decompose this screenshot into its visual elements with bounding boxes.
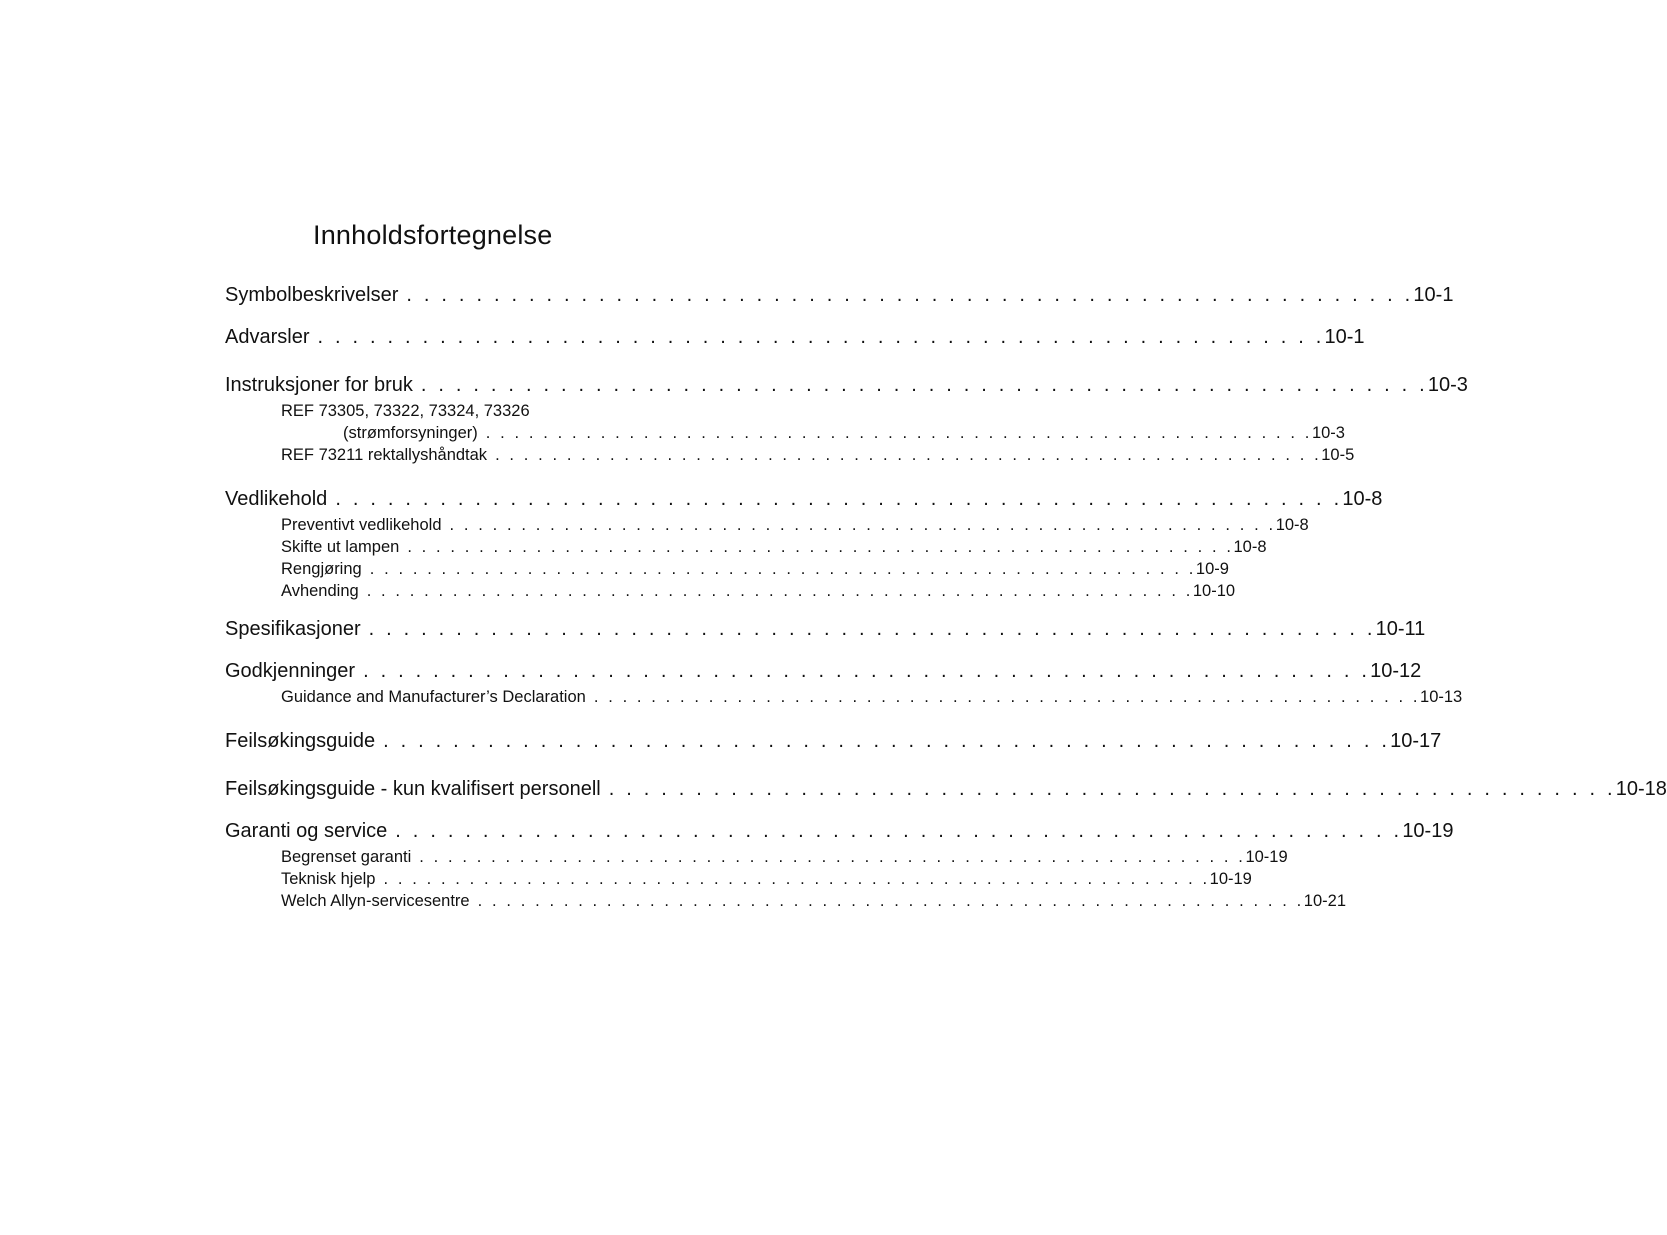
toc-entry-label: Garanti og service bbox=[225, 820, 388, 842]
dot-leader: . . . . . . . . . . . . . . . . . . . . . . . . . . . . . . . . . . . . . . . . . . . . . . . . . . . . . . . . . . bbox=[420, 374, 1428, 396]
toc-entry-spesifikasjoner[interactable] bbox=[225, 618, 1426, 644]
dot-leader: . . . . . . . . . . . . . . . . . . . . . . . . . . . . . . . . . . . . . . . . . . . . . . . . . . . . . . . . . . bbox=[383, 730, 1391, 752]
toc-entry-instruksjoner-for-bruk[interactable] bbox=[225, 374, 1468, 400]
dot-leader: . . . . . . . . . . . . . . . . . . . . . . . . . . . . . . . . . . . . . . . . . . . . . . . . . . . . . . . . . . bbox=[383, 870, 1210, 888]
dot-leader: . . . . . . . . . . . . . . . . . . . . . . . . . . . . . . . . . . . . . . . . . . . . . . . . . . . . . . . . . . bbox=[317, 326, 1325, 348]
toc-entry-begrenset-garanti[interactable] bbox=[281, 848, 1288, 870]
toc-page-number: 10-8 bbox=[1275, 516, 1309, 534]
toc-entry-avhending[interactable] bbox=[281, 582, 1236, 604]
toc-entry-label: Vedlikehold bbox=[225, 488, 328, 510]
toc-page-number: 10-13 bbox=[1420, 688, 1463, 706]
toc-entry-ref-73211[interactable] bbox=[281, 446, 1355, 468]
dot-leader: . . . . . . . . . . . . . . . . . . . . . . . . . . . . . . . . . . . . . . . . . . . . . . . . . . . . . . . . . . bbox=[363, 660, 1371, 682]
dot-leader: . . . . . . . . . . . . . . . . . . . . . . . . . . . . . . . . . . . . . . . . . . . . . . . . . . . . . . . . . . bbox=[495, 446, 1322, 464]
toc-entry-label: Feilsøkingsguide - kun kvalifisert personell bbox=[225, 778, 601, 800]
toc-entry-label: Symbolbeskrivelser bbox=[225, 284, 399, 306]
toc-entry-feilsokingsguide-kvalifisert[interactable] bbox=[225, 778, 1667, 804]
toc-page-number: 10-21 bbox=[1303, 892, 1346, 910]
dot-leader: . . . . . . . . . . . . . . . . . . . . . . . . . . . . . . . . . . . . . . . . . . . . . . . . . . . . . . . . . . bbox=[395, 820, 1403, 842]
toc-page-number: 10-19 bbox=[1245, 848, 1288, 866]
toc-entry-label: Advarsler bbox=[225, 326, 310, 348]
toc-page-number: 10-3 bbox=[1311, 424, 1345, 442]
toc-entry-vedlikehold[interactable] bbox=[225, 488, 1383, 514]
dot-leader: . . . . . . . . . . . . . . . . . . . . . . . . . . . . . . . . . . . . . . . . . . . . . . . . . . . . . . . . . . bbox=[369, 560, 1196, 578]
toc-page-number: 10-1 bbox=[1324, 326, 1365, 348]
dot-leader: . . . . . . . . . . . . . . . . . . . . . . . . . . . . . . . . . . . . . . . . . . . . . . . . . . . . . . . . . . bbox=[368, 618, 1376, 640]
toc-entry-servicesentre[interactable] bbox=[281, 892, 1346, 914]
toc-page-number: 10-12 bbox=[1370, 660, 1422, 682]
toc-entry-skifte-ut-lampen[interactable] bbox=[281, 538, 1267, 560]
dot-leader: . . . . . . . . . . . . . . . . . . . . . . . . . . . . . . . . . . . . . . . . . . . . . . . . . . . . . . . . . . bbox=[608, 778, 1616, 800]
toc-entry-label: Instruksjoner for bruk bbox=[225, 374, 413, 396]
toc-entry-feilsokingsguide[interactable] bbox=[225, 730, 1442, 756]
toc-page-number: 10-18 bbox=[1615, 778, 1667, 800]
dot-leader: . . . . . . . . . . . . . . . . . . . . . . . . . . . . . . . . . . . . . . . . . . . . . . . . . . . . . . . . . . bbox=[419, 848, 1246, 866]
dot-leader: . . . . . . . . . . . . . . . . . . . . . . . . . . . . . . . . . . . . . . . . . . . . . . . . . . . . . . . . . . bbox=[593, 688, 1421, 706]
toc-page-number: 10-8 bbox=[1342, 488, 1383, 510]
toc-page-number: 10-10 bbox=[1192, 582, 1236, 600]
toc-page-number: 10-11 bbox=[1375, 618, 1426, 640]
toc-entry-label: Teknisk hjelp bbox=[281, 870, 376, 888]
toc-page-number: 10-19 bbox=[1209, 870, 1252, 888]
page-title: Innholdsfortegnelse bbox=[313, 220, 553, 250]
toc-page-number: 10-3 bbox=[1427, 374, 1468, 396]
dot-leader: . . . . . . . . . . . . . . . . . . . . . . . . . . . . . . . . . . . . . . . . . . . . . . . . . . . . . . . . . . bbox=[485, 424, 1312, 442]
toc-page-number: 10-8 bbox=[1233, 538, 1267, 556]
toc-page-number: 10-1 bbox=[1413, 284, 1454, 306]
toc-entry-label: (strømforsyninger) bbox=[343, 424, 478, 442]
toc-entry-label: Rengjøring bbox=[281, 560, 362, 578]
toc-entry-label: Preventivt vedlikehold bbox=[281, 516, 442, 534]
toc-entry-ref-73305[interactable]: REF 73305, 73322, 73324, 73326 bbox=[281, 402, 530, 420]
toc-entry-label: Spesifikasjoner bbox=[225, 618, 361, 640]
toc-page-number: 10-5 bbox=[1321, 446, 1355, 464]
toc-entry-label: Feilsøkingsguide bbox=[225, 730, 376, 752]
toc-entry-label: Begrenset garanti bbox=[281, 848, 412, 866]
dot-leader: . . . . . . . . . . . . . . . . . . . . . . . . . . . . . . . . . . . . . . . . . . . . . . . . . . . . . . . . . . bbox=[477, 892, 1304, 910]
dot-leader: . . . . . . . . . . . . . . . . . . . . . . . . . . . . . . . . . . . . . . . . . . . . . . . . . . . . . . . . . . bbox=[406, 284, 1414, 306]
toc-entry-rengjoring[interactable] bbox=[281, 560, 1229, 582]
dot-leader: . . . . . . . . . . . . . . . . . . . . . . . . . . . . . . . . . . . . . . . . . . . . . . . . . . . . . . . . . . bbox=[407, 538, 1234, 556]
toc-entry-label: Godkjenninger bbox=[225, 660, 356, 682]
toc-entry-label: Welch Allyn-servicesentre bbox=[281, 892, 470, 910]
toc-page-number: 10-19 bbox=[1402, 820, 1454, 842]
toc-entry-label: Avhending bbox=[281, 582, 359, 600]
toc-entry-symbolbeskrivelser[interactable] bbox=[225, 284, 1454, 310]
toc-entry-teknisk-hjelp[interactable] bbox=[281, 870, 1252, 892]
toc-entry-label: Guidance and Manufacturer’s Declaration bbox=[281, 688, 586, 706]
toc-entry-guidance-declaration[interactable] bbox=[281, 688, 1463, 710]
toc-page-number: 10-17 bbox=[1390, 730, 1442, 752]
toc-entry-preventivt-vedlikehold[interactable] bbox=[281, 516, 1309, 538]
dot-leader: . . . . . . . . . . . . . . . . . . . . . . . . . . . . . . . . . . . . . . . . . . . . . . . . . . . . . . . . . . bbox=[335, 488, 1343, 510]
toc-entry-garanti-og-service[interactable] bbox=[225, 820, 1454, 846]
toc-entry-label: REF 73211 rektallyshåndtak bbox=[281, 446, 488, 464]
toc-entry-godkjenninger[interactable] bbox=[225, 660, 1422, 686]
dot-leader: . . . . . . . . . . . . . . . . . . . . . . . . . . . . . . . . . . . . . . . . . . . . . . . . . . . . . . . . . . bbox=[366, 582, 1193, 600]
toc-page-number: 10-9 bbox=[1195, 560, 1229, 578]
toc-entry-advarsler[interactable] bbox=[225, 326, 1365, 352]
dot-leader: . . . . . . . . . . . . . . . . . . . . . . . . . . . . . . . . . . . . . . . . . . . . . . . . . . . . . . . . . . bbox=[449, 516, 1276, 534]
toc-entry-label: Skifte ut lampen bbox=[281, 538, 400, 556]
toc-entry-stromforsyninger[interactable] bbox=[343, 424, 1345, 446]
